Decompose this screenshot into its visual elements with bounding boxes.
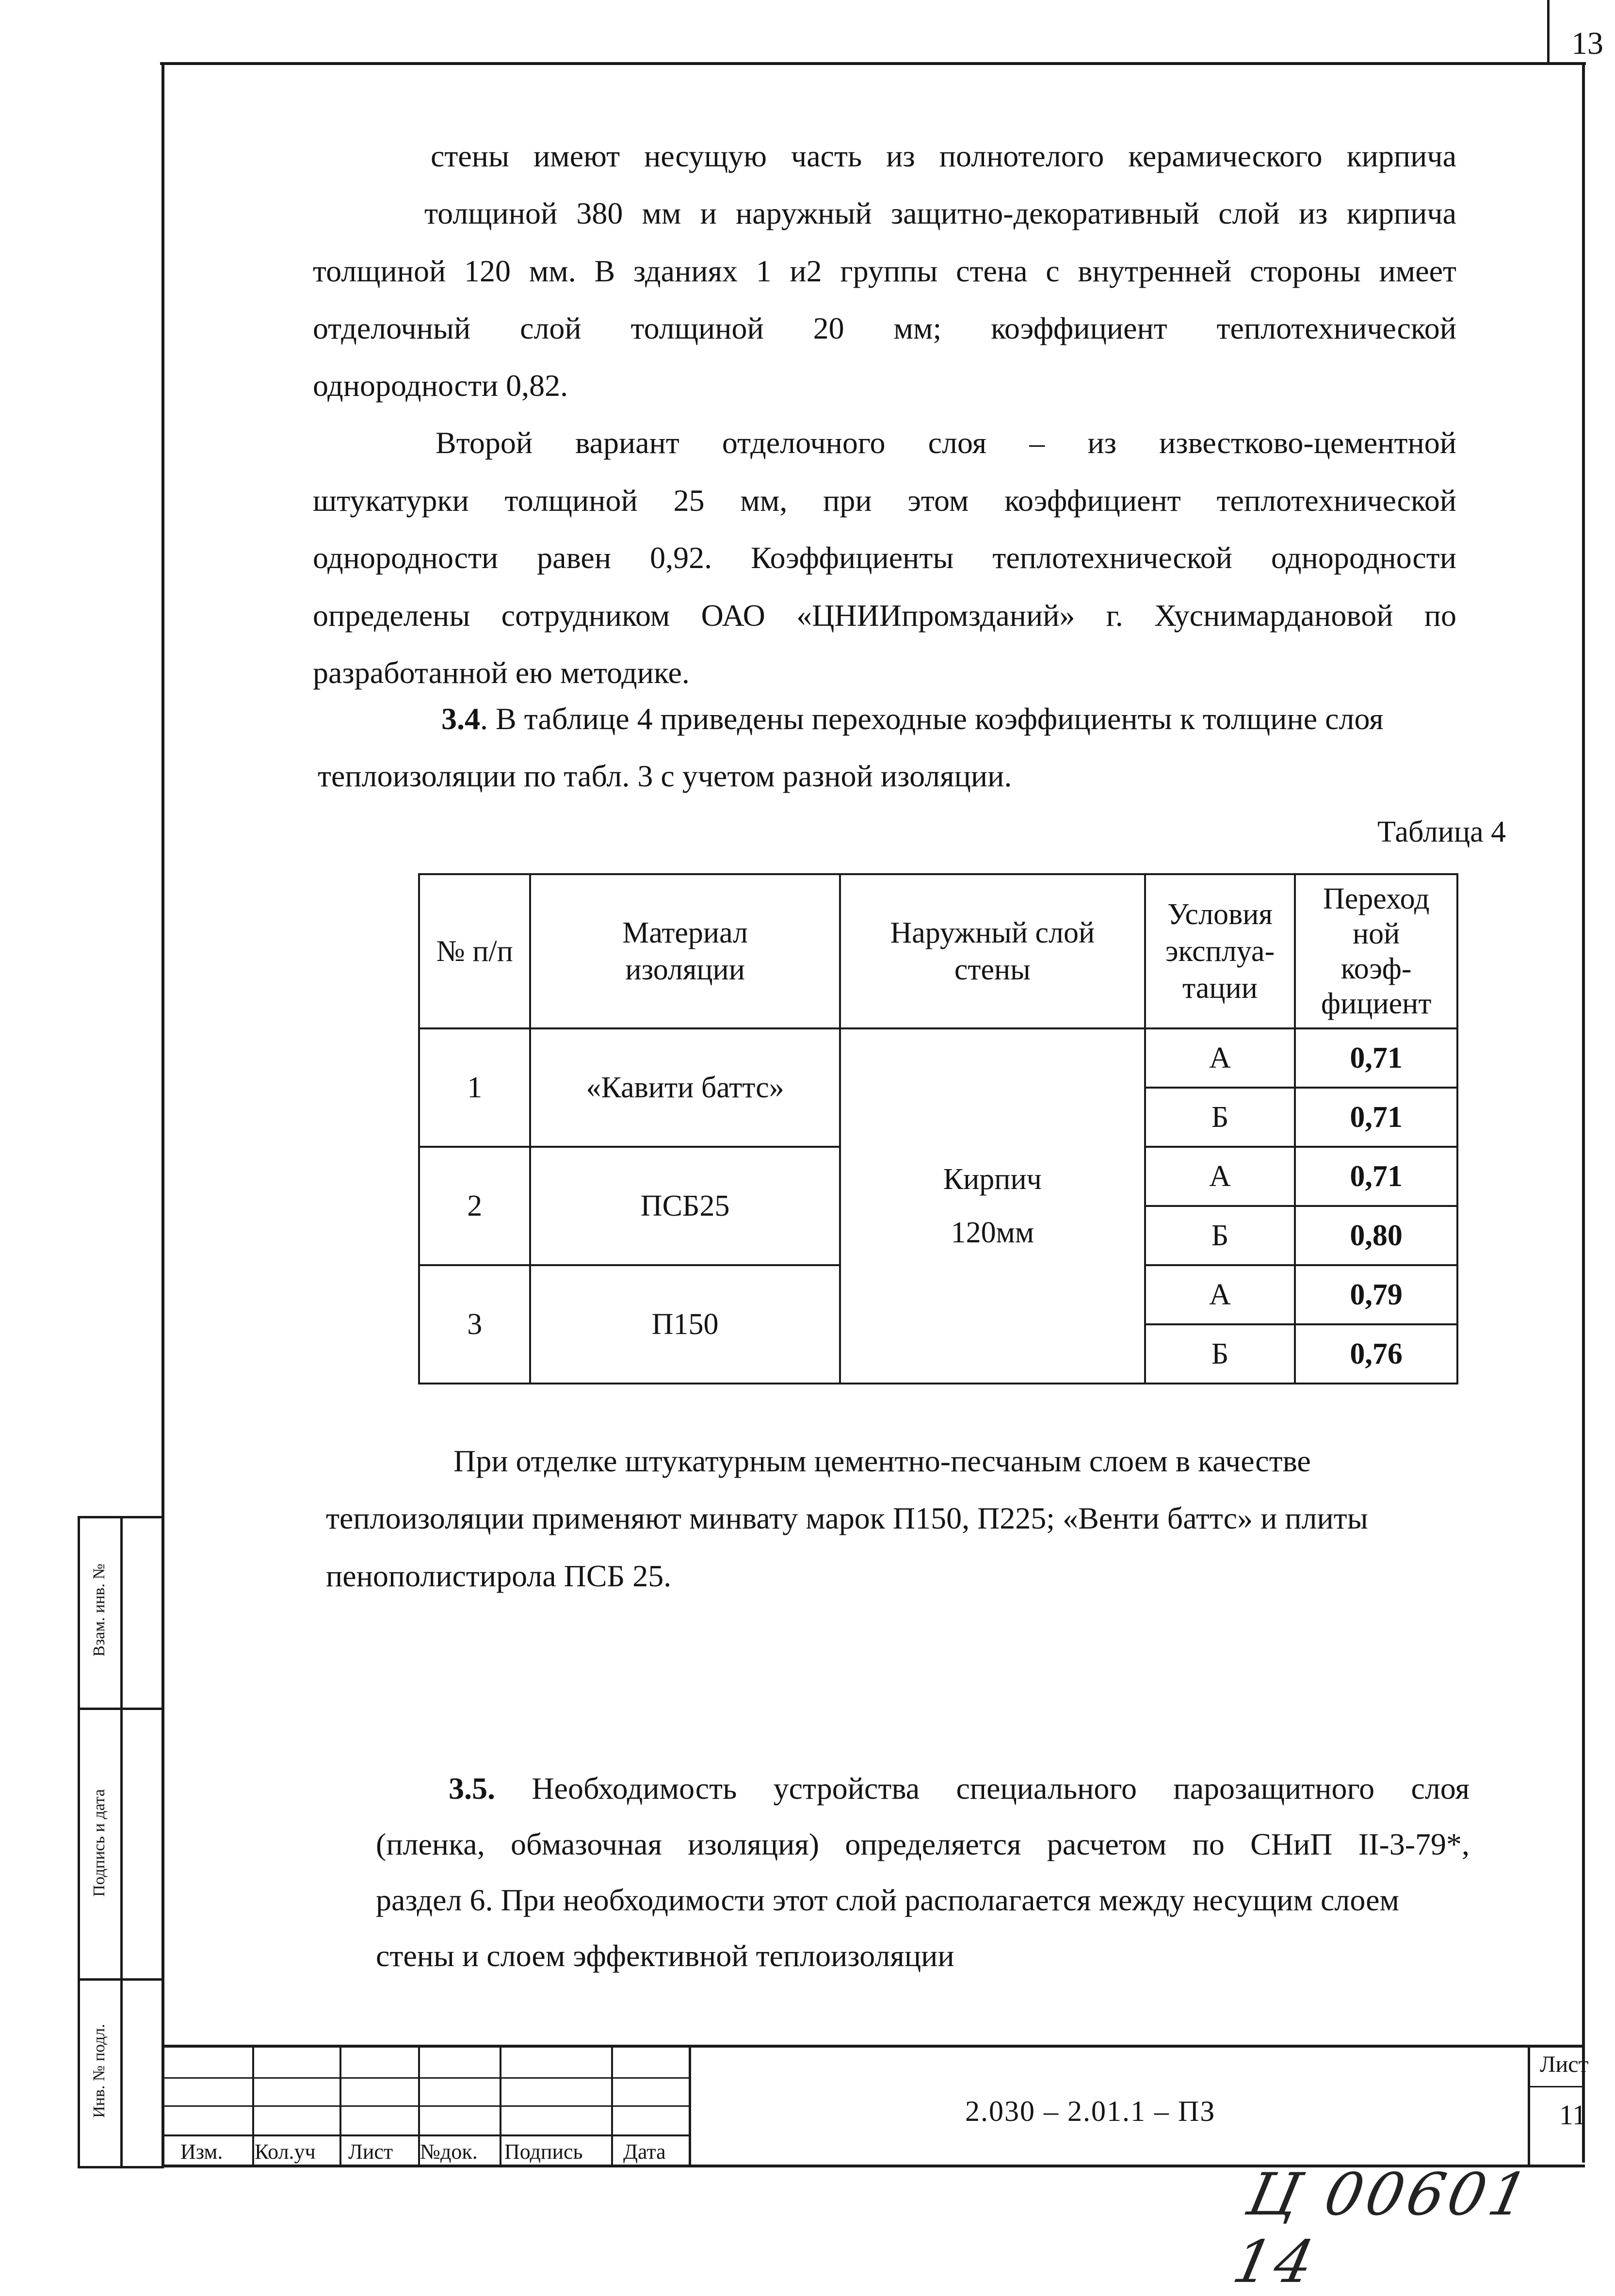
para3-line1-text: . В таблице 4 приведены переходные коэффициенты к толщине слоя xyxy=(480,701,1384,736)
row2-val-b: 0,80 xyxy=(1295,1206,1457,1265)
side-label-original-inv: Инв. № подл. xyxy=(90,2024,108,2118)
row2-material: ПСБ25 xyxy=(530,1147,840,1265)
row1-cond-b: Б xyxy=(1145,1088,1295,1147)
row3-val-a: 0,79 xyxy=(1295,1265,1457,1324)
row1-val-a: 0,71 xyxy=(1295,1028,1457,1088)
header-coef-l1: Переход xyxy=(1323,882,1430,915)
para2-line5: разработанной ею методике. xyxy=(313,655,690,690)
title-label-count: Кол.уч xyxy=(255,2140,316,2164)
side-strip-left-line xyxy=(78,1516,80,2168)
row1-cond-a: А xyxy=(1145,1028,1295,1088)
side-strip-top-line xyxy=(78,1516,164,1518)
side-label-signature-date: Подпись и дата xyxy=(90,1789,108,1897)
frame-top-line xyxy=(160,62,1586,65)
para2-line1: Второй вариант отделочного слоя – из известково-цементной xyxy=(436,425,1456,460)
para5-line1-text: Необходимость устройства специального парозащитного слоя xyxy=(495,1771,1470,1806)
header-coef-l2: ной xyxy=(1353,917,1400,950)
title-sheet-divider xyxy=(1528,2086,1585,2087)
para5-line4: стены и слоем эффективной теплоизоляции xyxy=(376,1938,954,1973)
title-col-line1 xyxy=(252,2045,254,2166)
table-caption: Таблица 4 xyxy=(1377,815,1506,848)
row1-material: «Кавити баттс» xyxy=(530,1028,840,1147)
para3-line2: теплоизоляции по табл. 3 с учетом разной изоляции. xyxy=(318,759,1012,793)
header-coef-l3: коэф- xyxy=(1340,952,1412,985)
para4-line1: При отделке штукатурным цементно-песчаным слоем в качестве xyxy=(453,1444,1311,1478)
para4-line2: теплоизоляции применяют минвату марок П150, П225; «Венти баттс» и плиты xyxy=(326,1501,1368,1535)
para1-line1: стены имеют несущую часть из полнотелого керамического кирпича xyxy=(431,139,1456,173)
frame-left-line xyxy=(162,62,164,2167)
title-col-line4 xyxy=(500,2045,501,2166)
side-strip-div2 xyxy=(78,1978,164,1981)
row3-cond-a: А xyxy=(1145,1265,1295,1324)
title-label-date: Дата xyxy=(623,2140,666,2164)
para1-line5: однородности 0,82. xyxy=(313,368,568,403)
header-cond-l2: эксплуа- xyxy=(1165,935,1275,968)
header-num: № п/п xyxy=(419,874,530,1028)
title-label-sheet: Лист xyxy=(348,2140,393,2164)
para4-line3: пенополистирола ПСБ 25. xyxy=(326,1559,672,1593)
title-col-sheet xyxy=(1528,2045,1530,2166)
section-number-3-4: 3.4 xyxy=(441,701,480,736)
row3-cond-b: Б xyxy=(1145,1324,1295,1384)
para1-line4: отделочный слой толщиной 20 мм; коэффициент теплотехнической xyxy=(313,311,1456,345)
title-label-change: Изм. xyxy=(180,2140,223,2164)
row3-val-b: 0,76 xyxy=(1295,1324,1457,1384)
row2-val-a: 0,71 xyxy=(1295,1147,1457,1206)
side-strip-bottom-line xyxy=(78,2166,164,2168)
frame-right-line xyxy=(1582,62,1585,2163)
handwritten-mark: Ц 00601 14 xyxy=(1227,2161,1538,2296)
row1-val-b: 0,71 xyxy=(1295,1088,1457,1147)
header-material-l1: Материал xyxy=(622,916,748,949)
outer-layer-l2: 120мм xyxy=(951,1216,1034,1249)
side-strip-mid-line xyxy=(120,1516,123,2168)
title-col-line2 xyxy=(339,2045,341,2166)
corner-page-number: 13 xyxy=(1571,26,1603,61)
title-label-docnum: №док. xyxy=(420,2140,478,2164)
para3-line1 xyxy=(441,701,1384,737)
title-block-top-line xyxy=(164,2045,1585,2048)
row3-material: П150 xyxy=(530,1265,840,1384)
title-col-line5 xyxy=(611,2045,613,2166)
header-outer-l1: Наружный слой xyxy=(890,916,1095,949)
row3-num: 3 xyxy=(419,1265,530,1384)
outer-layer-l1: Кирпич xyxy=(943,1163,1042,1196)
header-outer-layer xyxy=(840,874,1145,1028)
sheet-label: Лист xyxy=(1540,2052,1589,2077)
corner-tick xyxy=(1547,0,1550,62)
header-material xyxy=(530,874,840,1028)
header-cond-l3: тации xyxy=(1182,972,1258,1005)
row2-cond-a: А xyxy=(1145,1147,1295,1206)
table-row xyxy=(419,1028,1457,1088)
para2-line2: штукатурки толщиной 25 мм, при этом коэффициент теплотехнической xyxy=(313,483,1456,518)
row2-num: 2 xyxy=(419,1147,530,1265)
document-code: 2.030 – 2.01.1 – ПЗ xyxy=(965,2095,1216,2127)
title-label-signature: Подпись xyxy=(504,2140,583,2164)
title-col-line6 xyxy=(689,2045,691,2166)
para5-line2: (пленка, обмазочная изоляция) определяется расчетом по СНиП II-3-79*, xyxy=(376,1827,1470,1861)
header-cond-l1: Условия xyxy=(1167,898,1273,931)
header-coef-l4: фициент xyxy=(1321,987,1432,1020)
row1-num: 1 xyxy=(419,1028,530,1147)
side-strip-div1 xyxy=(78,1708,164,1710)
para5-line1 xyxy=(449,1771,1470,1807)
header-material-l2: изоляции xyxy=(625,953,745,986)
header-outer-l2: стены xyxy=(954,953,1031,986)
table-header-row xyxy=(419,874,1457,1028)
para5-line3: раздел 6. При необходимости этот слой располагается между несущим слоем xyxy=(376,1883,1400,1917)
para1-line2: толщиной 380 мм и наружный защитно-декоративный слой из кирпича xyxy=(424,196,1456,230)
section-number-3-5: 3.5. xyxy=(449,1771,495,1806)
row2-cond-b: Б xyxy=(1145,1206,1295,1265)
sheet-number: 11 xyxy=(1559,2099,1586,2131)
coefficients-table xyxy=(418,873,1458,1384)
header-conditions xyxy=(1145,874,1295,1028)
outer-layer-cell xyxy=(840,1028,1145,1384)
para2-line3: однородности равен 0,92. Коэффициенты теплотехнической однородности xyxy=(313,540,1456,575)
header-coefficient xyxy=(1295,874,1457,1028)
side-label-replacement-inv: Взам. инв. № xyxy=(90,1563,108,1657)
para2-line4: определены сотрудником ОАО «ЦНИИпромзданий» г. Хуснимардановой по xyxy=(313,598,1456,633)
para1-line3: толщиной 120 мм. В зданиях 1 и2 группы стена с внутренней стороны имеет xyxy=(313,254,1456,288)
